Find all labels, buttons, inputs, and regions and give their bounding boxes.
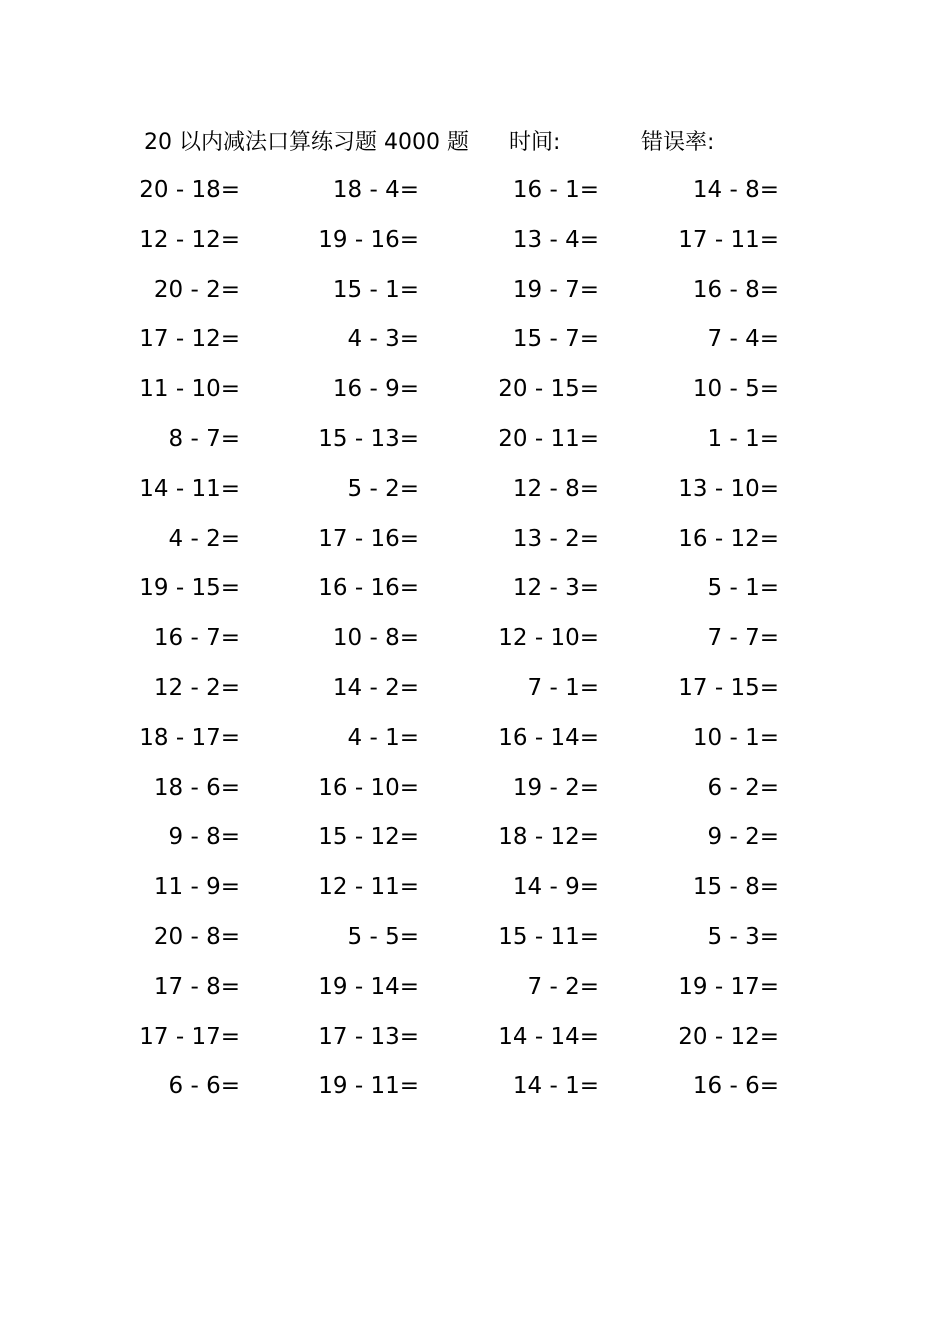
problem-item: 13 - 4= <box>512 226 599 253</box>
problem-row <box>0 365 950 415</box>
problem-item: 14 - 2= <box>332 674 419 701</box>
problem-item: 15 - 11= <box>498 923 599 950</box>
problem-item: 16 - 8= <box>692 276 779 303</box>
problem-item: 6 - 6= <box>168 1073 240 1100</box>
problem-row <box>0 315 950 365</box>
problem-item: 5 - 1= <box>707 575 779 602</box>
problem-item: 5 - 3= <box>707 923 779 950</box>
problem-item: 7 - 7= <box>707 625 779 652</box>
problem-item: 20 - 15= <box>498 376 599 403</box>
problem-row <box>0 614 950 664</box>
problem-item: 15 - 7= <box>512 326 599 353</box>
problem-item: 14 - 9= <box>512 874 599 901</box>
problem-item: 20 - 2= <box>153 276 240 303</box>
problem-item: 15 - 1= <box>332 276 419 303</box>
problem-row <box>0 764 950 814</box>
problem-item: 12 - 10= <box>498 625 599 652</box>
problem-item: 17 - 11= <box>678 226 779 253</box>
problem-item: 11 - 9= <box>153 874 240 901</box>
problem-item: 12 - 8= <box>512 475 599 502</box>
problem-item: 16 - 7= <box>153 625 240 652</box>
problem-item: 5 - 2= <box>347 475 419 502</box>
problem-item: 13 - 2= <box>512 525 599 552</box>
problem-item: 4 - 1= <box>347 724 419 751</box>
problem-row <box>0 564 950 614</box>
problem-item: 11 - 10= <box>139 376 240 403</box>
problem-item: 19 - 17= <box>678 973 779 1000</box>
problem-item: 14 - 8= <box>692 177 779 203</box>
problem-item: 17 - 17= <box>139 1023 240 1050</box>
problem-item: 16 - 14= <box>498 724 599 751</box>
problem-item: 17 - 8= <box>153 973 240 1000</box>
problem-row <box>0 913 950 963</box>
problem-item: 10 - 8= <box>332 625 419 652</box>
problem-item: 17 - 13= <box>318 1023 419 1050</box>
problem-item: 7 - 1= <box>527 674 599 701</box>
problem-grid <box>0 166 950 1112</box>
problem-item: 16 - 12= <box>678 525 779 552</box>
problem-item: 13 - 10= <box>678 475 779 502</box>
problem-item: 16 - 9= <box>332 376 419 403</box>
problem-item: 19 - 16= <box>318 226 419 253</box>
problem-item: 16 - 10= <box>318 774 419 801</box>
problem-item: 7 - 2= <box>527 973 599 1000</box>
problem-item: 16 - 1= <box>512 177 599 203</box>
problem-item: 9 - 8= <box>168 824 240 851</box>
problem-item: 16 - 6= <box>692 1073 779 1100</box>
problem-item: 14 - 1= <box>512 1073 599 1100</box>
problem-item: 8 - 7= <box>168 425 240 452</box>
problem-row <box>0 1013 950 1063</box>
worksheet-header <box>144 126 784 160</box>
problem-item: 20 - 18= <box>139 177 240 203</box>
problem-item: 19 - 11= <box>318 1073 419 1100</box>
problem-item: 6 - 2= <box>707 774 779 801</box>
problem-item: 7 - 4= <box>707 326 779 353</box>
problem-item: 19 - 15= <box>139 575 240 602</box>
time-label: 时间: <box>509 130 561 155</box>
problem-row <box>0 166 950 216</box>
problem-item: 10 - 1= <box>692 724 779 751</box>
problem-item: 18 - 17= <box>139 724 240 751</box>
problem-item: 20 - 8= <box>153 923 240 950</box>
problem-row <box>0 1062 950 1112</box>
problem-item: 15 - 13= <box>318 425 419 452</box>
problem-item: 5 - 5= <box>347 923 419 950</box>
problem-item: 4 - 3= <box>347 326 419 353</box>
problem-item: 17 - 15= <box>678 674 779 701</box>
problem-row <box>0 813 950 863</box>
problem-item: 12 - 12= <box>139 226 240 253</box>
problem-row <box>0 664 950 714</box>
problem-row <box>0 863 950 913</box>
problem-item: 12 - 3= <box>512 575 599 602</box>
error-rate-label: 错误率: <box>641 130 715 155</box>
problem-item: 17 - 12= <box>139 326 240 353</box>
problem-row <box>0 963 950 1013</box>
problem-item: 14 - 11= <box>139 475 240 502</box>
problem-item: 9 - 2= <box>707 824 779 851</box>
problem-item: 19 - 2= <box>512 774 599 801</box>
problem-row <box>0 515 950 565</box>
problem-item: 10 - 5= <box>692 376 779 403</box>
problem-item: 12 - 2= <box>153 674 240 701</box>
problem-item: 16 - 16= <box>318 575 419 602</box>
problem-row <box>0 465 950 515</box>
problem-item: 12 - 11= <box>318 874 419 901</box>
problem-item: 20 - 12= <box>678 1023 779 1050</box>
problem-item: 19 - 14= <box>318 973 419 1000</box>
problem-item: 20 - 11= <box>498 425 599 452</box>
problem-item: 14 - 14= <box>498 1023 599 1050</box>
problem-row <box>0 216 950 266</box>
problem-item: 19 - 7= <box>512 276 599 303</box>
problem-row <box>0 266 950 316</box>
problem-item: 15 - 12= <box>318 824 419 851</box>
problem-item: 4 - 2= <box>168 525 240 552</box>
problem-item: 18 - 6= <box>153 774 240 801</box>
problem-row <box>0 714 950 764</box>
worksheet-title: 20 以内减法口算练习题 4000 题 <box>144 130 469 155</box>
problem-item: 17 - 16= <box>318 525 419 552</box>
problem-item: 18 - 12= <box>498 824 599 851</box>
problem-item: 15 - 8= <box>692 874 779 901</box>
problem-item: 1 - 1= <box>707 425 779 452</box>
problem-item: 18 - 4= <box>332 177 419 203</box>
problem-row <box>0 415 950 465</box>
